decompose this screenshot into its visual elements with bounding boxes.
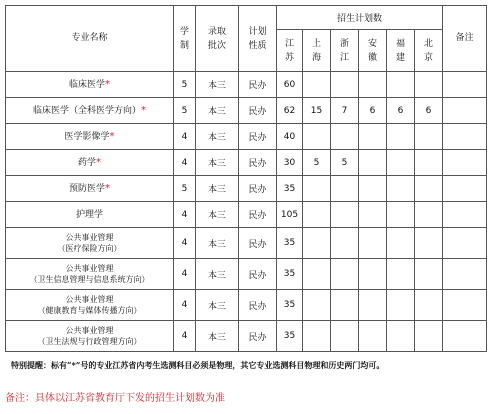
plan-count-cell: 5 xyxy=(303,150,331,176)
plan-count-cell xyxy=(303,290,331,321)
plan-count-cell xyxy=(415,290,443,321)
table-row xyxy=(6,321,487,352)
plan-count-cell xyxy=(415,176,443,202)
nature-cell: 民办 xyxy=(239,290,277,321)
plan-count-cell: 6 xyxy=(359,98,387,124)
plan-count-cell: 5 xyxy=(331,150,359,176)
plan-count-cell xyxy=(359,72,387,98)
major-name: 临床医学（全科医学方向） xyxy=(32,105,141,116)
remarks-cell xyxy=(443,176,487,202)
major-name-cell xyxy=(6,259,174,290)
table-row xyxy=(6,202,487,228)
plan-count-cell: 105 xyxy=(277,202,303,228)
plan-count-cell xyxy=(387,202,415,228)
plan-count-cell: 60 xyxy=(277,72,303,98)
header-province: 浙 江 xyxy=(331,30,359,72)
remarks-cell xyxy=(443,290,487,321)
nature-cell: 民办 xyxy=(239,72,277,98)
plan-count-cell: 35 xyxy=(277,321,303,352)
plan-count-cell xyxy=(415,321,443,352)
plan-count-cell xyxy=(303,202,331,228)
plan-count-cell xyxy=(387,124,415,150)
plan-count-cell xyxy=(387,72,415,98)
major-name-cell xyxy=(6,72,174,98)
years-cell: 4 xyxy=(174,202,196,228)
nature-cell: 民办 xyxy=(239,228,277,259)
plan-count-cell xyxy=(303,321,331,352)
remarks-cell xyxy=(443,202,487,228)
major-name: 公共事业管理 xyxy=(65,264,114,273)
remarks-cell xyxy=(443,228,487,259)
header-province: 安 徽 xyxy=(359,30,387,72)
plan-count-cell xyxy=(415,150,443,176)
years-cell: 4 xyxy=(174,150,196,176)
plan-count-cell xyxy=(359,321,387,352)
table-row xyxy=(6,259,487,290)
header-province: 福 建 xyxy=(387,30,415,72)
table-row xyxy=(6,150,487,176)
plan-count-cell: 30 xyxy=(277,150,303,176)
plan-count-cell xyxy=(359,150,387,176)
nature-cell: 民办 xyxy=(239,202,277,228)
nature-cell: 民办 xyxy=(239,321,277,352)
header-major: 专业名称 xyxy=(6,6,174,72)
header-remarks: 备注 xyxy=(443,6,487,72)
major-name-cell xyxy=(6,124,174,150)
plan-count-cell xyxy=(303,259,331,290)
plan-count-cell xyxy=(303,72,331,98)
plan-count-cell: 40 xyxy=(277,124,303,150)
plan-count-cell xyxy=(331,290,359,321)
plan-count-cell xyxy=(415,72,443,98)
plan-count-cell: 35 xyxy=(277,259,303,290)
header-province: 江 苏 xyxy=(277,30,303,72)
years-cell: 4 xyxy=(174,290,196,321)
plan-count-cell: 35 xyxy=(277,176,303,202)
plan-count-cell: 62 xyxy=(277,98,303,124)
years-cell: 5 xyxy=(174,98,196,124)
table-row xyxy=(6,124,487,150)
plan-count-cell xyxy=(359,228,387,259)
plan-count-cell xyxy=(415,228,443,259)
major-name-cell xyxy=(6,150,174,176)
major-name: 医学影像学 xyxy=(64,131,110,142)
plan-count-cell: 7 xyxy=(331,98,359,124)
major-direction: （健康教育与媒体传播方向） xyxy=(37,306,142,315)
plan-count-cell xyxy=(331,228,359,259)
years-cell: 4 xyxy=(174,228,196,259)
remarks-cell xyxy=(443,72,487,98)
header-province: 北 京 xyxy=(415,30,443,72)
table-row xyxy=(6,228,487,259)
plan-count-cell: 35 xyxy=(277,228,303,259)
plan-count-cell xyxy=(331,72,359,98)
major-name: 公共事业管理 xyxy=(65,295,114,304)
major-direction: （医疗保险方向） xyxy=(57,244,122,253)
remarks-cell xyxy=(443,150,487,176)
nature-cell: 民办 xyxy=(239,150,277,176)
years-cell: 4 xyxy=(174,124,196,150)
remarks-cell xyxy=(443,98,487,124)
major-name: 公共事业管理 xyxy=(65,233,114,242)
plan-count-cell xyxy=(331,321,359,352)
remarks-cell xyxy=(443,124,487,150)
plan-count-cell xyxy=(387,176,415,202)
batch-cell: 本三 xyxy=(196,259,239,290)
plan-count-cell xyxy=(415,202,443,228)
table-row xyxy=(6,98,487,124)
plan-count-cell xyxy=(303,124,331,150)
plan-count-cell: 6 xyxy=(387,98,415,124)
special-note: 特别提醒：标有“*”号的专业江苏省内考生选测科目必须是物理，其它专业选测科目物理和历史两门均可。 xyxy=(11,360,385,370)
plan-count-cell xyxy=(415,124,443,150)
header-enroll-plan: 招生计划数 xyxy=(277,6,443,30)
plan-count-cell xyxy=(331,202,359,228)
major-name-cell xyxy=(6,228,174,259)
major-name-cell xyxy=(6,98,174,124)
plan-count-cell xyxy=(359,290,387,321)
batch-cell: 本三 xyxy=(196,72,239,98)
years-cell: 5 xyxy=(174,72,196,98)
enrollment-plan-table xyxy=(5,5,487,352)
major-name: 临床医学 xyxy=(68,79,105,90)
batch-cell: 本三 xyxy=(196,150,239,176)
plan-count-cell xyxy=(331,124,359,150)
plan-count-cell xyxy=(387,228,415,259)
years-cell: 4 xyxy=(174,321,196,352)
plan-count-cell: 15 xyxy=(303,98,331,124)
years-cell: 5 xyxy=(174,176,196,202)
major-name-cell xyxy=(6,290,174,321)
remarks-cell xyxy=(443,321,487,352)
nature-cell: 民办 xyxy=(239,98,277,124)
plan-count-cell xyxy=(359,124,387,150)
plan-count-cell xyxy=(303,228,331,259)
plan-count-cell xyxy=(387,259,415,290)
major-name: 护理学 xyxy=(75,209,103,220)
plan-count-cell xyxy=(387,290,415,321)
batch-cell: 本三 xyxy=(196,124,239,150)
batch-cell: 本三 xyxy=(196,290,239,321)
required-physics-star: * xyxy=(141,104,146,116)
header-nature: 计划 性质 xyxy=(239,6,277,72)
years-cell: 4 xyxy=(174,259,196,290)
major-name: 药学 xyxy=(77,157,96,168)
plan-count-cell xyxy=(303,176,331,202)
nature-cell: 民办 xyxy=(239,176,277,202)
required-physics-star: * xyxy=(105,182,110,194)
table-row xyxy=(6,72,487,98)
major-name-cell xyxy=(6,321,174,352)
table-row xyxy=(6,176,487,202)
plan-count-cell xyxy=(359,176,387,202)
nature-cell: 民办 xyxy=(239,259,277,290)
nature-cell: 民办 xyxy=(239,124,277,150)
batch-cell: 本三 xyxy=(196,98,239,124)
remarks-cell xyxy=(443,259,487,290)
major-name: 公共事业管理 xyxy=(65,326,114,335)
header-years: 学 制 xyxy=(174,6,196,72)
header-batch: 录取 批次 xyxy=(196,6,239,72)
required-physics-star: * xyxy=(105,78,110,90)
major-direction: （卫生法规与行政管理方向） xyxy=(37,337,142,346)
plan-count-cell xyxy=(415,259,443,290)
batch-cell: 本三 xyxy=(196,176,239,202)
required-physics-star: * xyxy=(109,130,115,142)
plan-count-cell xyxy=(387,321,415,352)
batch-cell: 本三 xyxy=(196,321,239,352)
footer-remark: 备注：具体以江苏省教育厅下发的招生计划数为准 xyxy=(5,393,225,404)
header-province: 上 海 xyxy=(303,30,331,72)
table-row xyxy=(6,290,487,321)
major-name: 预防医学 xyxy=(68,183,105,194)
plan-count-cell xyxy=(331,176,359,202)
major-name-cell xyxy=(6,202,174,228)
plan-count-cell xyxy=(359,202,387,228)
plan-count-cell: 6 xyxy=(415,98,443,124)
major-direction: （卫生信息管理与信息系统方向） xyxy=(29,275,150,284)
plan-count-cell xyxy=(387,150,415,176)
major-name-cell xyxy=(6,176,174,202)
plan-count-cell xyxy=(359,259,387,290)
plan-count-cell xyxy=(331,259,359,290)
batch-cell: 本三 xyxy=(196,228,239,259)
plan-count-cell: 35 xyxy=(277,290,303,321)
batch-cell: 本三 xyxy=(196,202,239,228)
required-physics-star: * xyxy=(96,156,101,168)
